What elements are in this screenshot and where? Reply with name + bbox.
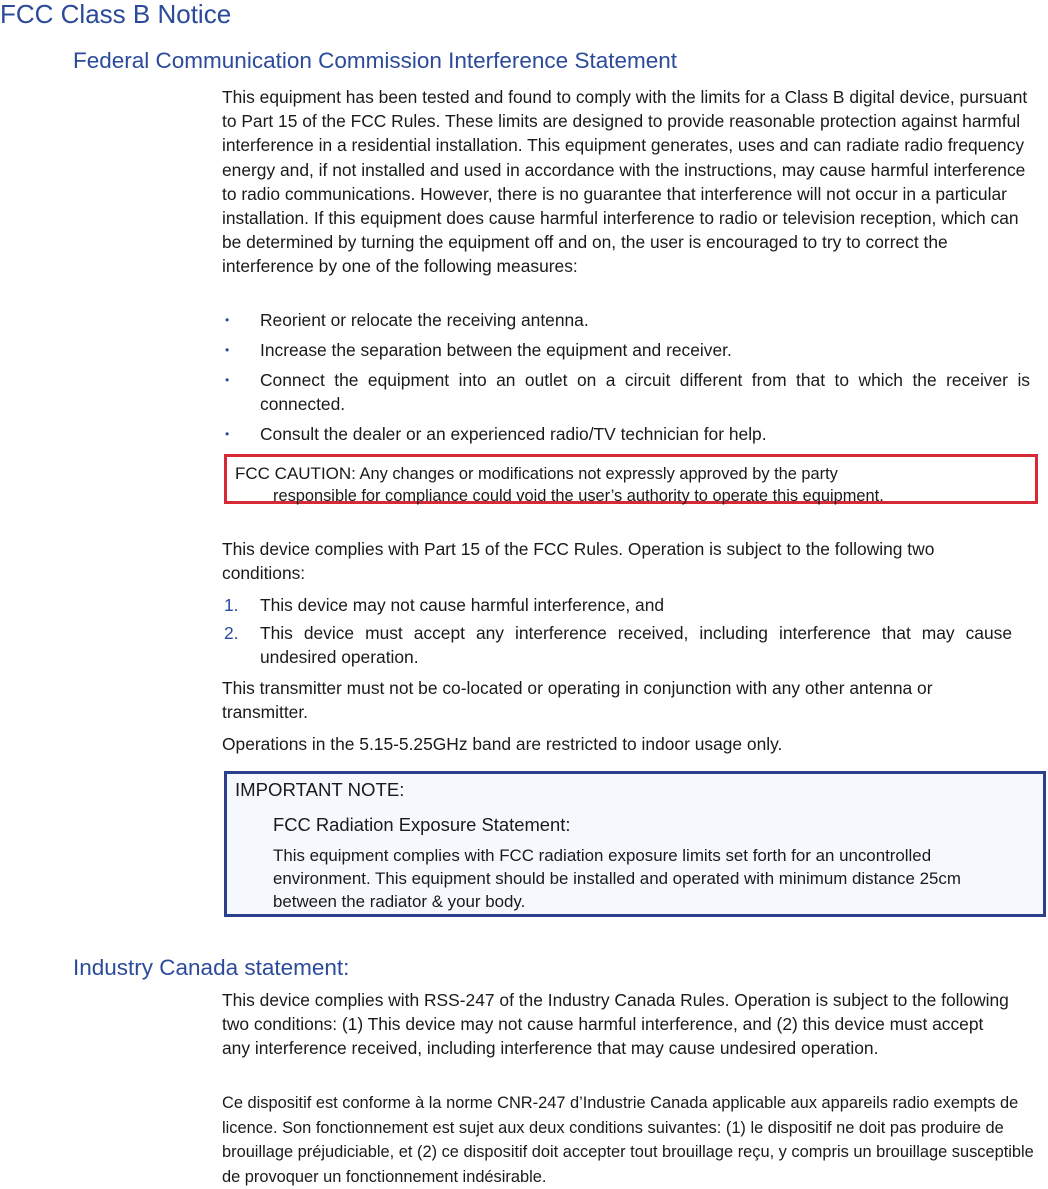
measure-text: Consult the dealer or an experienced radio/TV technician for help. xyxy=(260,424,767,444)
ic-english-paragraph: This device complies with RSS-247 of the Industry Canada Rules. Operation is subject to the following two conditions: (1) This device may not cause harmful interference, and (2) this device must accept any interference received, including interference that may cause undesired operation. xyxy=(222,990,1009,1059)
condition-number: 2. xyxy=(224,623,239,643)
ic-french-block xyxy=(222,1091,1037,1189)
part15-block xyxy=(222,537,1012,585)
note-subtitle: FCC Radiation Exposure Statement: xyxy=(273,814,571,835)
list-item xyxy=(222,308,1030,332)
colocation-paragraph: This transmitter must not be co-located or operating in conjunction with any other antenna or transmitter. xyxy=(222,678,933,723)
fcc-intro-block xyxy=(222,85,1032,279)
ic-english-block xyxy=(222,988,1014,1061)
indoor-paragraph: Operations in the 5.15-5.25GHz band are restricted to indoor usage only. xyxy=(222,734,783,754)
list-item xyxy=(222,621,1012,669)
caution-text: Any changes or modifications not expressly approved by the party xyxy=(359,465,838,483)
list-item xyxy=(222,368,1030,416)
fcc-measures-block xyxy=(222,308,1030,446)
measures-list xyxy=(222,308,1030,446)
list-item xyxy=(222,422,1030,446)
bullet-icon: • xyxy=(225,343,230,357)
fcc-intro-paragraph: This equipment has been tested and found to comply with the limits for a Class B digital device, pursuant to Part 15 of the FCC Rules. These limits are designed to provide reasonable protection against harmful interference in a residential installation. This equipment generates, uses and can radiate radio frequency energy and, if not installed and used in accordance with the instructions, may cause harmful interference to radio communications. However, there is no guarantee that interference will not occur in a particular installation. If this equipment does cause harmful interference to radio or television reception, which can be determined by turning the equipment off and on, the user is encouraged to try to correct the interference by one of the following measures: xyxy=(222,87,1028,277)
fcc-section-heading: Federal Communication Commission Interference Statement xyxy=(73,48,678,73)
measure-text: Connect the equipment into an outlet on a circuit different from that to which the receiver is connected. xyxy=(260,370,1030,414)
measure-text: Increase the separation between the equipment and receiver. xyxy=(260,340,732,360)
bullet-icon: • xyxy=(225,373,230,387)
conditions-block xyxy=(222,593,1012,669)
bullet-icon: • xyxy=(225,427,230,441)
colocation-block xyxy=(222,676,1022,724)
caution-label: FCC CAUTION: xyxy=(235,464,356,483)
ic-section-heading: Industry Canada statement: xyxy=(73,955,350,980)
important-note-box xyxy=(224,771,1046,917)
fcc-caution-box xyxy=(224,454,1038,504)
condition-number: 1. xyxy=(224,595,239,615)
note-title: IMPORTANT NOTE: xyxy=(235,779,405,800)
indoor-block xyxy=(222,732,1034,756)
caution-text-continued: responsible for compliance could void the user’s authority to operate this equipment. xyxy=(273,487,884,505)
part15-paragraph: This device complies with Part 15 of the FCC Rules. Operation is subject to the following two conditions: xyxy=(222,539,935,584)
caution-line xyxy=(235,463,1027,485)
ic-french-paragraph: Ce dispositif est conforme à la norme CNR-247 d’Industrie Canada applicable aux appareils radio exempts de licence. Son fonctionnement est sujet aux deux conditions suivantes: (1) le dispositif ne doit pas produire de brouillage préjudiciable, et (2) ce dispositif doit accepter tout brouillage reçu, y compris un brouillage susceptible de provoquer un fonctionnement indésirable. xyxy=(222,1094,1034,1186)
condition-text: This device must accept any interference received, including interference that may cause undesired operation. xyxy=(260,623,1012,667)
condition-text: This device may not cause harmful interference, and xyxy=(260,595,665,615)
list-item xyxy=(222,593,1012,617)
note-text: This equipment complies with FCC radiation exposure limits set forth for an uncontrolled environment. This equipment should be installed and operated with minimum distance 25cm between the radiator & your body. xyxy=(273,846,961,911)
bullet-icon: • xyxy=(225,313,230,327)
list-item xyxy=(222,338,1030,362)
measure-text: Reorient or relocate the receiving antenna. xyxy=(260,310,589,330)
conditions-list xyxy=(222,593,1012,669)
page-title: FCC Class B Notice xyxy=(0,0,232,29)
